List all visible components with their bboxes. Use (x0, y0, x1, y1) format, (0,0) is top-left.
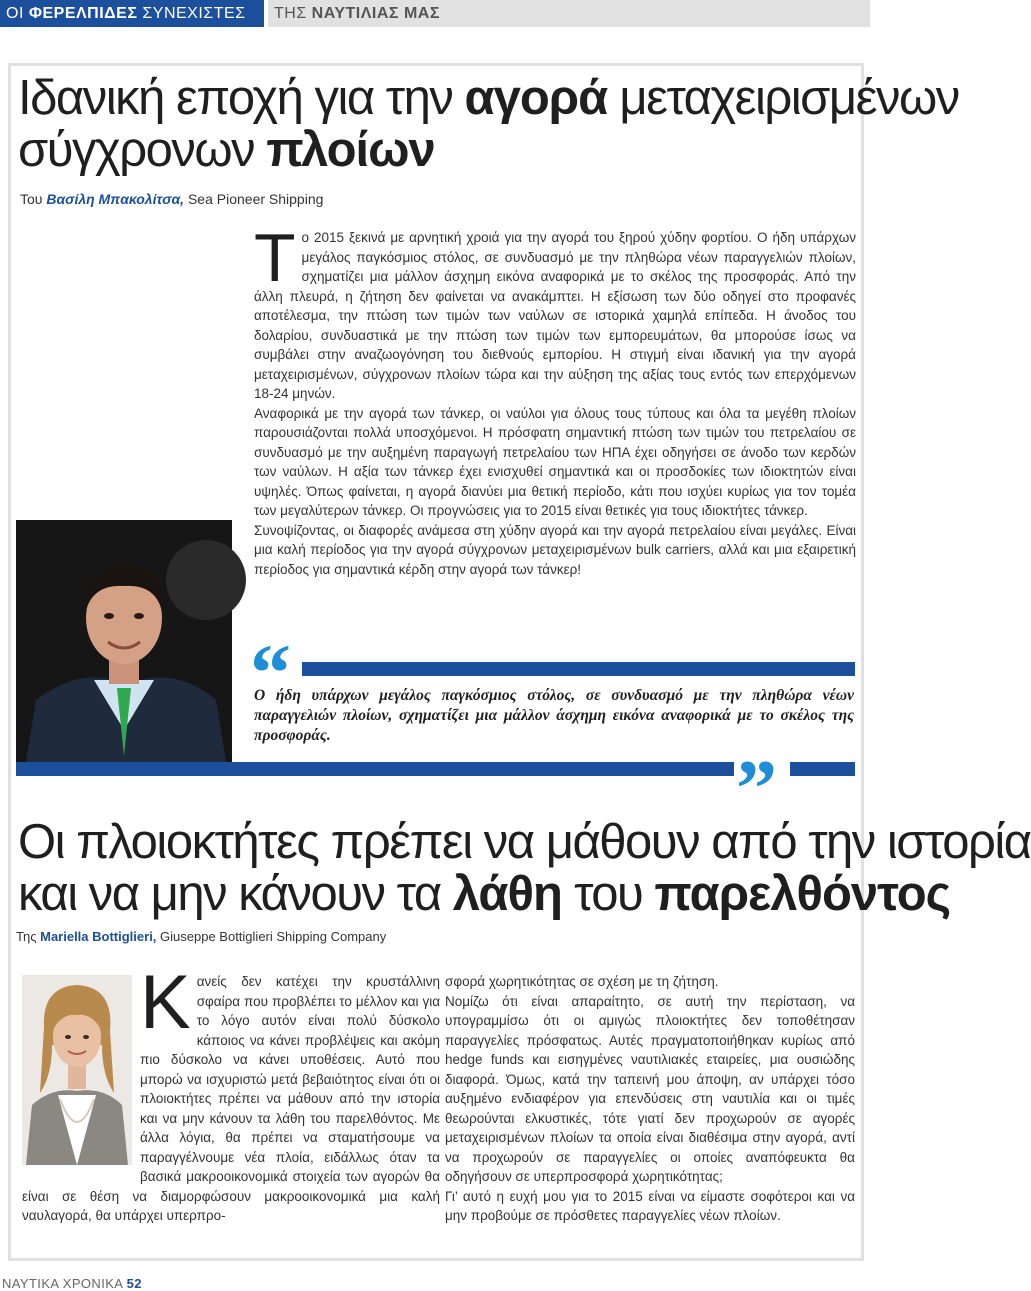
header-grey-bold: ΝΑΥΤΙΛΙΑΣ ΜΑΣ (311, 5, 440, 22)
header-prefix: ΟΙ (6, 5, 24, 22)
paragraph: Συνοψίζοντας, οι διαφορές ανάμεσα στη χύδην αγορά και την αγορά πετρελαίου είναι μεγάλες. Είναι μια καλή περίοδος για την αγορά σύγχρονων μεταχειρισμένων bulk carriers, αλλά και μια εξαιρετική περίοδος για σημαντικά κέρδη στην αγορά των τάνκερ! (254, 522, 856, 577)
title-text: του (561, 867, 655, 921)
photo-float-spacer (22, 972, 140, 1170)
author-photo-man (16, 520, 232, 762)
paragraph (254, 220, 856, 404)
title-bold: πλοίων (266, 123, 435, 177)
drop-cap: Κ (140, 960, 191, 1045)
byline-author[interactable]: Mariella Bottiglieri, (40, 929, 157, 944)
portrait-illustration-man (16, 520, 232, 762)
header-bold: ΦΕΡΕΛΠΙΔΕΣ (28, 5, 138, 22)
drop-cap: Τ (254, 220, 296, 296)
page-footer (2, 1276, 142, 1291)
section-header-primary (0, 0, 264, 27)
quote-bar-bottom-end (790, 762, 855, 776)
title-text: Οι πλοιοκτήτες πρέπει να μάθουν από την ιστορία (18, 815, 1031, 869)
title-bold: λάθη (452, 867, 562, 921)
article1-title (18, 72, 959, 176)
title-bold: αγορά (464, 71, 608, 125)
title-text: σύγχρονων (18, 123, 267, 177)
byline-author[interactable]: Βασίλη Μπακολίτσα, (46, 191, 185, 207)
title-text: και να μην κάνουν τα (18, 867, 453, 921)
paragraph: Γι’ αυτό η ευχή μου για το 2015 είναι να είμαστε σοφότεροι και να μην προβούμε σε πρόσθετες παραγγελίες νέων πλοίων. (445, 1188, 855, 1223)
article2-title (18, 816, 1031, 920)
article1-byline (20, 191, 323, 207)
article2-body-col2 (445, 972, 855, 1226)
title-text: Ιδανική εποχή για την (18, 71, 465, 125)
title-text: μεταχειρισμένων (607, 71, 959, 125)
quote-bar-top (302, 662, 855, 676)
article1-body (254, 220, 856, 579)
quote-bar-bottom (16, 762, 734, 776)
article2-byline (16, 929, 386, 944)
header-grey-prefix: ΤΗΣ (274, 5, 307, 22)
quote-close-icon: ” (736, 743, 777, 834)
byline-prefix: Της (16, 929, 41, 944)
article2-body-col1 (22, 960, 440, 1226)
magazine-name: ΝΑΥΤΙΚΑ ΧΡΟΝΙΚΑ (2, 1276, 123, 1291)
section-header (0, 0, 870, 27)
paragraph: σφορά χωρητικότητας σε σχέση με τη ζήτηση. (445, 974, 719, 989)
header-suffix: ΣΥΝΕΧΙΣΤΕΣ (142, 5, 246, 22)
pull-quote: Ο ήδη υπάρχων μεγάλος παγκόσμιος στόλος, σε συνδυασμό με την πληθώρα νέων παραγγελιών πλοίων, σχηματίζει μια μάλλον άσχημη εικόνα αναφορικά με το σκέλος της προσφοράς. (254, 687, 854, 744)
quote-open-icon: “ (250, 627, 291, 718)
byline-company: Sea Pioneer Shipping (184, 191, 324, 207)
paragraph: Νομίζω ότι είναι απαραίτητο, σε αυτή την περίσταση, να υπογραμμίσω ότι οι αμιγώς πλοιοκτήτες δεν τοποθέτησαν παραγγελίες πρόσφατως. Αυτές πραγματοποιήθηκαν κυρίως από hedge funds και εισηγμένες ναυτιλιακές εταιρείες, μια ουσιώδης διαφορά. Όμως, κατά την ταπεινή μου άποψη, αν υπάρχει τόσο αυξημένο ενδιαφέρον για επενδύσεις στη ναυτιλία και οι τιμές θεωρούνται ελκυστικές, τότε γιατί δεν προχωρούν σε αγορές μεταχειρισμένων πλοίων τα οποία είναι διαθέσιμα στην αγορά, αντί να προχωρούν σε παραγγελίες οι οποίες αναπόφευκτα θα οδηγήσουν σε υπερπροσφορά χωρητικότητας; (445, 993, 855, 1184)
byline-company: Giuseppe Bottiglieri Shipping Company (156, 929, 387, 944)
title-bold: παρελθόντος (654, 867, 951, 921)
section-header-secondary (268, 0, 870, 27)
paragraph-text: ο 2015 ξεκινά με αρνητική χροιά για την αγορά του ξηρού χύδην φορτίου. Ο ήδη υπάρχων μεγάλος παγκόσμιος στόλος, σε συνδυασμό με την πληθώρα νέων παραγγελιών πλοίων, σχηματίζει μια μάλλον άσχημη εικόνα αναφορικά με το σκέλος της προσφοράς. Από την άλλη πλευρά, η ζήτηση δεν φαίνεται να ανακάμπτει. Η εξίσωση των δύο οδηγεί στο προφανές αποτέλεσμα, την πτώση των τιμών των ναύλων σε ιστορικά χαμηλά επίπεδα. Η άνοδος του δολαρίου, συνδυαστικά με την πτώση των τιμών των εμπορευμάτων, θα μπορούσε ίσως να συμβάλει στην αναζωογόνηση του διεθνούς εμπορίου. Η στιγμή είναι ιδανική για την αγορά μεταχειρισμένων, σύγχρονων πλοίων τώρα και την αύξηση της αξίας τους εντός των επερχόμενων 18-24 μηνών. (254, 230, 856, 401)
paragraph: Αναφορικά με την αγορά των τάνκερ, οι ναύλοι για όλους τους τύπους και όλα τα μεγέθη πλοίων παρουσιάζονται πολλά υποσχόμενοι. Η πρόσφατη σημαντική πτώση των τιμών του πετρελαίου σε συνδυασμό με την αυξημένη παραγωγή πετρελαίου των ΗΠΑ έχει οδηγήσει σε άνοδο των κερδών των ναύλων. Η αξία των τάνκερ έχει ενισχυθεί σημαντικά και οι προσδοκίες των ιδιοκτητών είναι υψηλές. Όπως φαίνεται, η αγορά διανύει μια θετική περίοδο, κάτι που ισχύει κυρίως για τον τομέα των μεγαλύτερων τάνκερ. Οι προγνώσεις για το 2015 είναι θετικές για τους ιδιοκτήτες τάνκερ. (254, 405, 856, 518)
page-number: 52 (126, 1276, 142, 1291)
byline-prefix: Του (20, 191, 47, 207)
paragraph-text: ανείς δεν κατέχει την κρυστάλλινη σφαίρα που προβλέπει το μέλλον και για το λόγο αυτόν είναι πολύ δύσκολο κάποιος να κάνει προβλέψεις και ακόμη πιο δύσκολο να κάνει υποθέσεις. Αυτό που μπορώ να ισχυριστώ μετά βεβαιότητος είναι ότι οι πλοιοκτήτες πρέπει να μάθουν από την ιστορία και να μην κάνουν τα λάθη του παρελθόντος. Με άλλα λόγια, θα πρέπει να σταματήσουμε να παραγγέλνουμε νέα πλοία, ειδάλλως όταν τα βασικά μακροοικονομικά στοιχεία των αγορών θα είναι σε θέση να διαμορφώσουν μακροοικονομικά μια καλή ναυλαγορά, θα υπάρχει υπερπρο- (22, 974, 440, 1223)
